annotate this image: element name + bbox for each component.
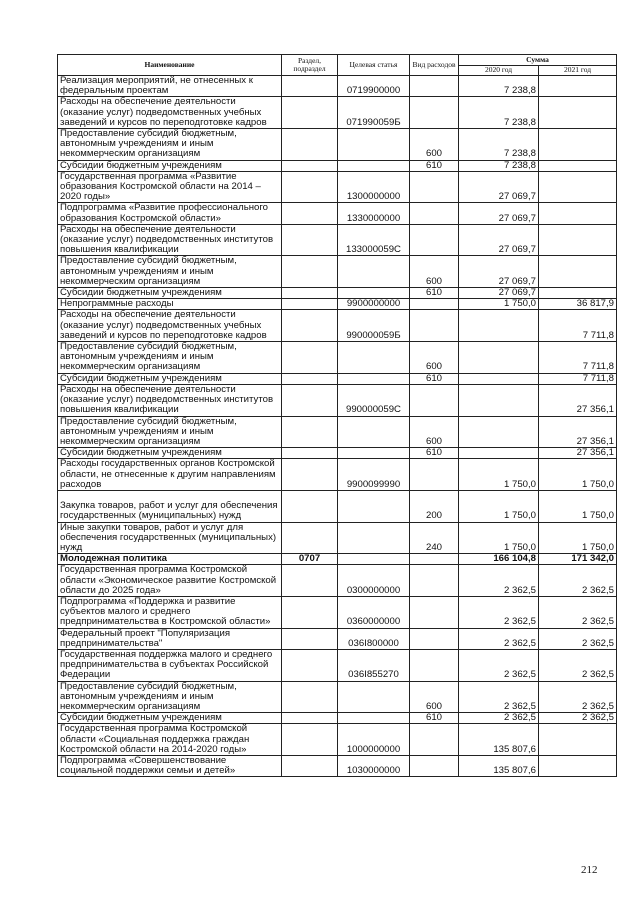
cell-section	[282, 713, 338, 724]
cell-target	[338, 129, 410, 161]
cell-2021: 1 750,0	[539, 522, 617, 554]
cell-section	[282, 448, 338, 459]
cell-2020: 27 069,7	[459, 203, 539, 224]
cell-section	[282, 256, 338, 288]
cell-2020: 1 750,0	[459, 299, 539, 310]
cell-section	[282, 628, 338, 649]
cell-target: 9900000000	[338, 299, 410, 310]
cell-2020: 27 069,7	[459, 224, 539, 256]
cell-2020: 7 238,8	[459, 129, 539, 161]
cell-kind	[410, 724, 459, 756]
cell-2020: 2 362,5	[459, 628, 539, 649]
cell-section	[282, 288, 338, 299]
table-row	[58, 310, 617, 342]
cell-2021	[539, 724, 617, 756]
cell-name: Предоставление субсидий бюджетным, автономным учреждениям и иным некоммерческим организациям	[58, 256, 282, 288]
table-row	[58, 171, 617, 203]
cell-2021: 27 356,1	[539, 448, 617, 459]
cell-section	[282, 129, 338, 161]
cell-2021	[539, 203, 617, 224]
cell-2020: 135 807,6	[459, 755, 539, 776]
table-row	[58, 628, 617, 649]
cell-target: 1030000000	[338, 755, 410, 776]
cell-2020: 7 238,8	[459, 76, 539, 97]
table-row	[58, 288, 617, 299]
cell-2020	[459, 384, 539, 416]
cell-name: Непрограммные расходы	[58, 299, 282, 310]
cell-name: Иные закупки товаров, работ и услуг для обеспечения государственных (муниципальных) нужд	[58, 522, 282, 554]
cell-kind	[410, 76, 459, 97]
cell-target	[338, 373, 410, 384]
cell-target	[338, 490, 410, 522]
table-row	[58, 342, 617, 374]
cell-2021: 2 362,5	[539, 713, 617, 724]
cell-kind: 240	[410, 522, 459, 554]
cell-2020: 2 362,5	[459, 713, 539, 724]
cell-section	[282, 459, 338, 491]
cell-name: Расходы на обеспечение деятельности (оказание услуг) подведомственных учебных заведений и курсов по переподготовке кадров	[58, 310, 282, 342]
cell-name: Подпрограмма «Развитие профессионального образования Костромской области»	[58, 203, 282, 224]
header-section: Раздел, подраздел	[282, 55, 338, 76]
cell-kind	[410, 299, 459, 310]
cell-target: 990000059С	[338, 384, 410, 416]
table-row	[58, 649, 617, 681]
cell-2020: 1 750,0	[459, 522, 539, 554]
header-target: Целевая статья	[338, 55, 410, 76]
cell-section	[282, 97, 338, 129]
cell-name: Подпрограмма «Поддержка и развитие субъектов малого и среднего предпринимательства в Костромской области»	[58, 596, 282, 628]
table-row	[58, 459, 617, 491]
table-header	[58, 55, 617, 76]
cell-target: 1300000000	[338, 171, 410, 203]
cell-target: 036I800000	[338, 628, 410, 649]
cell-section	[282, 76, 338, 97]
table-row	[58, 416, 617, 448]
cell-section	[282, 416, 338, 448]
cell-section	[282, 596, 338, 628]
cell-target	[338, 554, 410, 565]
cell-2021: 2 362,5	[539, 596, 617, 628]
cell-kind: 610	[410, 373, 459, 384]
cell-name: Государственная программа Костромской области «Социальная поддержка граждан Костромской области на 2014-2020 годы»	[58, 724, 282, 756]
cell-section	[282, 224, 338, 256]
cell-2020: 2 362,5	[459, 681, 539, 713]
cell-2020: 7 238,8	[459, 97, 539, 129]
cell-target	[338, 256, 410, 288]
table-row	[58, 490, 617, 522]
cell-2020: 1 750,0	[459, 490, 539, 522]
cell-2021: 1 750,0	[539, 459, 617, 491]
cell-2020: 2 362,5	[459, 649, 539, 681]
cell-section	[282, 299, 338, 310]
table-row	[58, 713, 617, 724]
cell-target: 990000059Б	[338, 310, 410, 342]
cell-kind	[410, 649, 459, 681]
cell-2021	[539, 288, 617, 299]
cell-target	[338, 448, 410, 459]
cell-2021: 2 362,5	[539, 628, 617, 649]
header-name: Наименование	[58, 55, 282, 76]
cell-name: Молодежная политика	[58, 554, 282, 565]
cell-section	[282, 522, 338, 554]
table-row	[58, 596, 617, 628]
page-number: 212	[581, 864, 598, 876]
cell-section: 0707	[282, 554, 338, 565]
cell-2020: 27 069,7	[459, 256, 539, 288]
cell-2020	[459, 448, 539, 459]
header-year-2020: 2020 год	[459, 66, 539, 76]
cell-kind	[410, 755, 459, 776]
table-body	[58, 76, 617, 777]
cell-section	[282, 171, 338, 203]
cell-kind	[410, 565, 459, 597]
cell-target: 9900099990	[338, 459, 410, 491]
cell-name: Субсидии бюджетным учреждениям	[58, 713, 282, 724]
cell-name: Расходы на обеспечение деятельности (оказание услуг) подведомственных учебных заведений и курсов по переподготовке кадров	[58, 97, 282, 129]
cell-name: Субсидии бюджетным учреждениям	[58, 448, 282, 459]
cell-target	[338, 522, 410, 554]
cell-target: 071990059Б	[338, 97, 410, 129]
cell-2021	[539, 129, 617, 161]
cell-2020: 166 104,8	[459, 554, 539, 565]
cell-section	[282, 160, 338, 171]
cell-2020	[459, 310, 539, 342]
cell-kind	[410, 171, 459, 203]
cell-kind	[410, 224, 459, 256]
table-row	[58, 373, 617, 384]
cell-2020	[459, 416, 539, 448]
cell-section	[282, 384, 338, 416]
table-row	[58, 160, 617, 171]
cell-kind: 610	[410, 288, 459, 299]
cell-target: 036I855270	[338, 649, 410, 681]
cell-2021: 7 711,8	[539, 342, 617, 374]
cell-2021: 2 362,5	[539, 565, 617, 597]
cell-section	[282, 342, 338, 374]
cell-name: Государственная программа Костромской области «Экономическое развитие Костромской области до 2025 года»	[58, 565, 282, 597]
cell-2020: 1 750,0	[459, 459, 539, 491]
cell-target: 1000000000	[338, 724, 410, 756]
table-row	[58, 522, 617, 554]
cell-kind	[410, 459, 459, 491]
cell-target	[338, 342, 410, 374]
cell-2021	[539, 171, 617, 203]
cell-kind: 600	[410, 416, 459, 448]
cell-kind	[410, 310, 459, 342]
table-row	[58, 97, 617, 129]
cell-2021: 27 356,1	[539, 416, 617, 448]
cell-2021: 171 342,0	[539, 554, 617, 565]
cell-kind	[410, 554, 459, 565]
cell-target: 0719900000	[338, 76, 410, 97]
cell-kind	[410, 596, 459, 628]
cell-2021: 36 817,9	[539, 299, 617, 310]
cell-section	[282, 755, 338, 776]
cell-2021: 1 750,0	[539, 490, 617, 522]
cell-name: Реализация мероприятий, не отнесенных к федеральным проектам	[58, 76, 282, 97]
cell-2021: 27 356,1	[539, 384, 617, 416]
cell-2020: 2 362,5	[459, 565, 539, 597]
cell-2020	[459, 342, 539, 374]
cell-target: 133000059С	[338, 224, 410, 256]
cell-kind: 600	[410, 342, 459, 374]
cell-2020: 27 069,7	[459, 171, 539, 203]
cell-target	[338, 288, 410, 299]
cell-kind: 600	[410, 129, 459, 161]
cell-2021	[539, 755, 617, 776]
cell-kind: 610	[410, 160, 459, 171]
table-row	[58, 755, 617, 776]
cell-target	[338, 713, 410, 724]
cell-target	[338, 160, 410, 171]
cell-section	[282, 681, 338, 713]
cell-name: Расходы на обеспечение деятельности (оказание услуг) подведомственных институтов повышения квалификации	[58, 224, 282, 256]
table-row	[58, 681, 617, 713]
cell-2021	[539, 76, 617, 97]
cell-2021	[539, 160, 617, 171]
cell-target	[338, 681, 410, 713]
cell-section	[282, 565, 338, 597]
cell-2021	[539, 256, 617, 288]
cell-target: 1330000000	[338, 203, 410, 224]
cell-section	[282, 203, 338, 224]
cell-target	[338, 416, 410, 448]
table-row	[58, 129, 617, 161]
cell-section	[282, 310, 338, 342]
cell-target: 0300000000	[338, 565, 410, 597]
table-row	[58, 299, 617, 310]
cell-2021: 7 711,8	[539, 310, 617, 342]
header-sum: Сумма	[459, 55, 617, 66]
cell-kind	[410, 97, 459, 129]
cell-name: Государственная программа «Развитие образования Костромской области на 2014 – 2020 годы»	[58, 171, 282, 203]
cell-section	[282, 373, 338, 384]
cell-2021	[539, 224, 617, 256]
cell-kind: 200	[410, 490, 459, 522]
cell-name: Предоставление субсидий бюджетным, автономным учреждениям и иным некоммерческим организациям	[58, 681, 282, 713]
cell-name: Субсидии бюджетным учреждениям	[58, 373, 282, 384]
table-row	[58, 565, 617, 597]
cell-kind: 600	[410, 681, 459, 713]
cell-2021: 7 711,8	[539, 373, 617, 384]
cell-2020: 7 238,8	[459, 160, 539, 171]
cell-name: Предоставление субсидий бюджетным, автономным учреждениям и иным некоммерческим организациям	[58, 129, 282, 161]
table-row	[58, 724, 617, 756]
cell-kind	[410, 203, 459, 224]
table-row	[58, 448, 617, 459]
cell-name: Расходы на обеспечение деятельности (оказание услуг) подведомственных институтов повышения квалификации	[58, 384, 282, 416]
header-year-2021: 2021 год	[539, 66, 617, 76]
cell-2021: 2 362,5	[539, 649, 617, 681]
cell-2020: 135 807,6	[459, 724, 539, 756]
table-row	[58, 554, 617, 565]
cell-section	[282, 490, 338, 522]
cell-name: Предоставление субсидий бюджетным, автономным учреждениям и иным некоммерческим организациям	[58, 416, 282, 448]
cell-name: Субсидии бюджетным учреждениям	[58, 288, 282, 299]
cell-section	[282, 724, 338, 756]
cell-kind	[410, 628, 459, 649]
budget-table	[57, 54, 617, 777]
table-row	[58, 76, 617, 97]
cell-name: Подпрограмма «Совершенствование социальной поддержки семьи и детей»	[58, 755, 282, 776]
cell-section	[282, 649, 338, 681]
cell-name: Расходы государственных органов Костромской области, не отнесенные к другим направлениям расходов	[58, 459, 282, 491]
cell-name: Субсидии бюджетным учреждениям	[58, 160, 282, 171]
cell-2021	[539, 97, 617, 129]
cell-name: Закупка товаров, работ и услуг для обеспечения государственных (муниципальных) нужд	[58, 490, 282, 522]
cell-name: Федеральный проект "Популяризация предпринимательства"	[58, 628, 282, 649]
cell-kind: 610	[410, 713, 459, 724]
cell-kind	[410, 384, 459, 416]
header-kind: Вид расходов	[410, 55, 459, 76]
cell-kind: 600	[410, 256, 459, 288]
table-row	[58, 224, 617, 256]
cell-target: 0360000000	[338, 596, 410, 628]
table-row	[58, 384, 617, 416]
cell-2020: 2 362,5	[459, 596, 539, 628]
cell-2020: 27 069,7	[459, 288, 539, 299]
table-row	[58, 203, 617, 224]
cell-kind: 610	[410, 448, 459, 459]
cell-name: Предоставление субсидий бюджетным, автономным учреждениям и иным некоммерческим организациям	[58, 342, 282, 374]
cell-name: Государственная поддержка малого и среднего предпринимательства в субъектах Российской Федерации	[58, 649, 282, 681]
cell-2020	[459, 373, 539, 384]
cell-2021: 2 362,5	[539, 681, 617, 713]
table-row	[58, 256, 617, 288]
